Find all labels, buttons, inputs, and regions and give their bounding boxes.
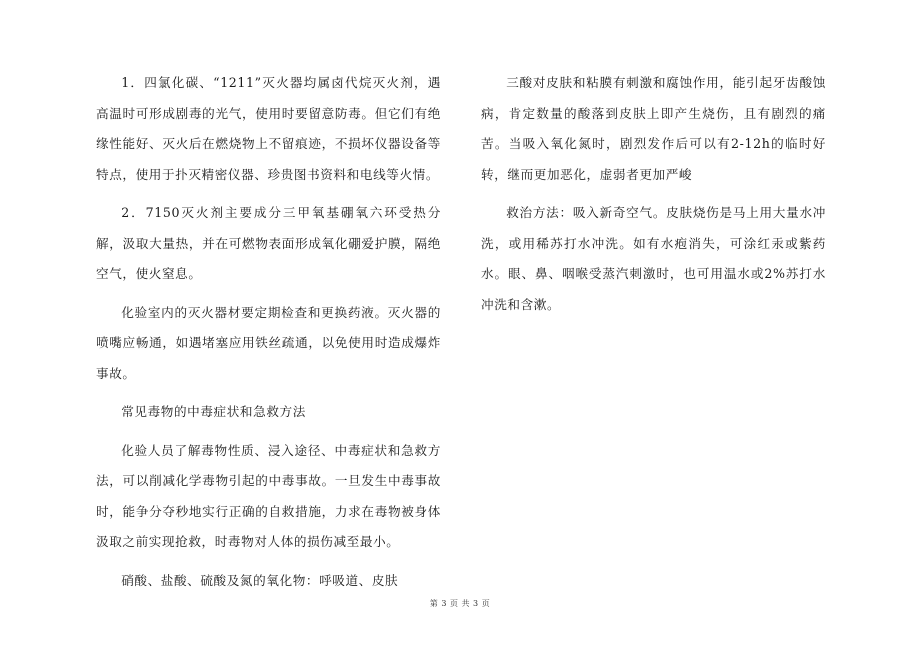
paragraph-first-aid: 救治方法：吸入新奇空气。皮肤烧伤是马上用大量水冲洗，或用稀苏打水冲洗。如有水疱消失，可涂红汞或紫药水。眼、鼻、咽喉受蒸汽刺激时，也可用温水或2%苏打水冲洗和含漱。 bbox=[481, 205, 826, 312]
paragraph-halon-extinguisher: 1．四氯化碳、“1211”灭火器均属卤代烷灭火剂，遇高温时可形成剧毒的光气，使用时要留意防毒。但它们有绝缘性能好、灭火后在燃烧物上不留痕迹，不损坏仪器设备等特点，使用于扑灭精密仪器、珍贵图书资料和电线等火情。 bbox=[96, 75, 441, 182]
paragraph-poisoning-intro: 化验人员了解毒物性质、浸入途径、中毒症状和急救方法，可以削减化学毒物引起的中毒事故。一旦发生中毒事故时，能争分夺秒地实行正确的自救措施，力求在毒物被身体汲取之前实现抢救，时毒物对人体的损伤减至最小。 bbox=[96, 442, 441, 549]
right-column bbox=[481, 68, 826, 328]
page-number-footer: 第 3 页 共 3 页 bbox=[429, 599, 491, 608]
left-column bbox=[96, 68, 441, 604]
section-heading: 常见毒物的中毒症状和急救方法 bbox=[121, 404, 306, 419]
paragraph-7150-extinguisher: 2．7150灭火剂主要成分三甲氧基硼氧六环受热分解，汲取大量热，并在可燃物表面形成氧化硼爱护膜，隔绝空气，使火窒息。 bbox=[96, 205, 441, 281]
paragraph-acid-symptoms: 三酸对皮肤和粘膜有刺激和腐蚀作用，能引起牙齿酸蚀病，肯定数量的酸落到皮肤上即产生烧伤，且有剧烈的痛苦。当吸入氧化氮时，剧烈发作后可以有2-12h的临时好转，继而更加恶化，虚弱者更加严峻 bbox=[481, 75, 826, 182]
paragraph-extinguisher-maintenance: 化验室内的灭火器材要定期检查和更换药液。灭火器的喷嘴应畅通，如遇堵塞应用铁丝疏通，以免使用时造成爆炸事故。 bbox=[96, 304, 441, 381]
paragraph-acids-route: 硝酸、盐酸、硫酸及氮的氧化物：呼吸道、皮肤 bbox=[121, 572, 399, 588]
